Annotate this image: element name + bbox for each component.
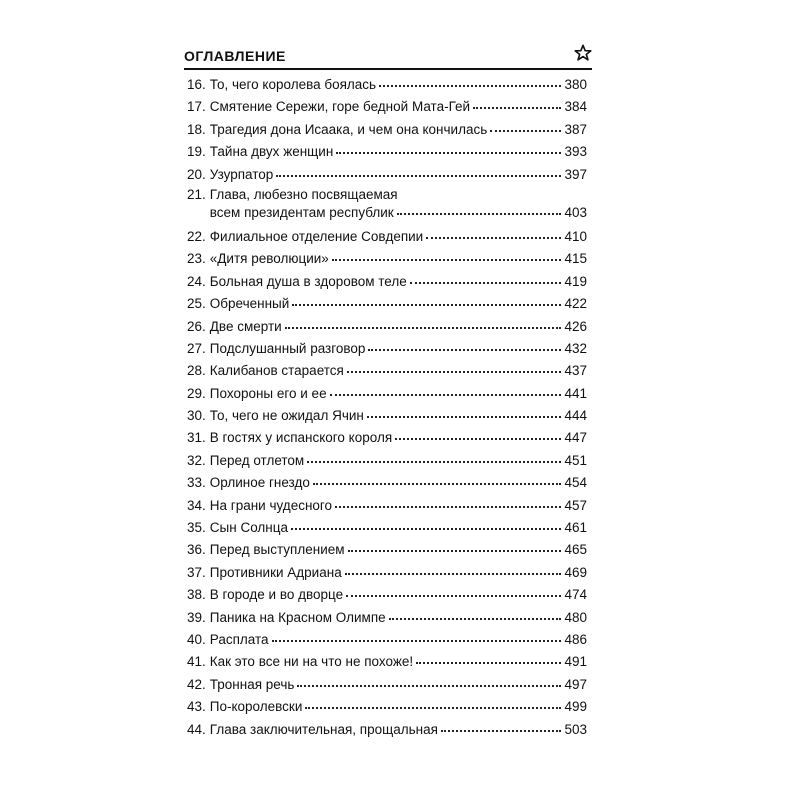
dot-leader [410, 272, 562, 284]
toc-entry[interactable] [187, 186, 587, 226]
chapter-number: 30. [187, 408, 206, 424]
chapter-number: 21. [187, 186, 206, 202]
chapter-title: Подслушанный разговор [209, 340, 366, 356]
chapter-title: Как это все ни на что не похоже! [209, 654, 414, 670]
chapter-number: 28. [187, 363, 206, 379]
toc-entry[interactable] [187, 248, 587, 270]
dot-leader [389, 608, 562, 620]
chapter-title: Противники Адриана [209, 564, 342, 580]
chapter-title: Орлиное гнездо [209, 475, 310, 491]
page-number: 491 [564, 654, 587, 670]
dot-leader [305, 697, 561, 709]
chapter-number: 39. [187, 609, 206, 625]
chapter-number: 24. [187, 273, 206, 289]
chapter-number: 20. [187, 166, 206, 182]
chapter-number: 37. [187, 564, 206, 580]
toc-entry[interactable] [187, 316, 587, 338]
chapter-number: 41. [187, 654, 206, 670]
chapter-number: 19. [187, 144, 206, 160]
toc-entry[interactable] [187, 360, 587, 382]
dot-leader [490, 120, 561, 132]
page-number: 397 [564, 166, 587, 182]
dot-leader [473, 97, 561, 109]
page-number: 387 [564, 121, 587, 137]
dot-leader [272, 630, 562, 642]
toc-entry[interactable] [187, 271, 587, 293]
chapter-number: 42. [187, 676, 206, 692]
chapter-number: 17. [187, 99, 206, 115]
chapter-number: 44. [187, 721, 206, 737]
page-number: 410 [564, 228, 587, 244]
dot-leader [426, 227, 561, 239]
page-number: 474 [564, 587, 587, 603]
table-of-contents [187, 74, 587, 741]
chapter-number: 29. [187, 385, 206, 401]
chapter-title-line-1: Глава, любезно посвящаемая [209, 186, 398, 202]
chapter-title: Похороны его и ее [209, 385, 327, 401]
toc-entry[interactable] [187, 74, 587, 96]
chapter-title: На грани чудесного [209, 497, 333, 513]
dot-leader [297, 675, 561, 687]
page-number: 437 [564, 363, 587, 379]
chapter-title: Больная душа в здоровом теле [209, 273, 407, 289]
chapter-title: В гостях у испанского короля [209, 430, 393, 446]
chapter-number: 26. [187, 318, 206, 334]
chapter-title: Обреченный [209, 296, 290, 312]
toc-entry[interactable] [187, 226, 587, 248]
page-number: 444 [564, 408, 587, 424]
dot-leader [441, 720, 562, 732]
dot-leader [336, 142, 561, 154]
chapter-title: Смятение Сережи, горе бедной Мата-Гей [209, 99, 471, 115]
chapter-number: 32. [187, 452, 206, 468]
dot-leader [330, 384, 562, 396]
dot-leader [367, 406, 562, 418]
chapter-title: Узурпатор [209, 166, 274, 182]
page-number: 419 [564, 273, 587, 289]
dot-leader [345, 563, 562, 575]
toc-entry[interactable] [187, 539, 587, 561]
chapter-number: 16. [187, 77, 206, 92]
page-number: 451 [564, 452, 587, 468]
toc-entry[interactable] [187, 629, 587, 651]
dot-leader [313, 473, 562, 485]
dot-leader [347, 361, 562, 373]
chapter-title: Расплата [209, 631, 269, 647]
chapter-title: Глава заключительная, прощальная [209, 721, 438, 737]
page-number: 415 [564, 251, 587, 267]
dot-leader [285, 317, 562, 329]
chapter-number: 38. [187, 587, 206, 603]
dot-leader [307, 451, 561, 463]
page-number: 499 [564, 699, 587, 715]
page-number: 441 [564, 385, 587, 401]
chapter-title: Филиальное отделение Совдепии [209, 228, 424, 244]
chapter-title: Тронная речь [209, 676, 295, 692]
toc-entry[interactable] [187, 141, 587, 163]
chapter-title: Перед отлетом [209, 452, 305, 468]
chapter-title: Калибанов старается [209, 363, 344, 379]
page-number: 447 [564, 430, 587, 446]
page-number: 503 [564, 721, 587, 737]
toc-entry[interactable] [187, 607, 587, 629]
page-number: 454 [564, 475, 587, 491]
chapter-title: Тайна двух женщин [209, 144, 334, 160]
dot-leader [291, 518, 561, 530]
dot-leader [346, 585, 561, 597]
chapter-title-block [210, 186, 587, 222]
chapter-number: 18. [187, 121, 206, 137]
chapter-number: 33. [187, 475, 206, 491]
chapter-title: То, чего королева боялась [209, 77, 377, 92]
page-header [184, 44, 592, 70]
chapter-number: 31. [187, 430, 206, 446]
chapter-title: Паника на Красном Олимпе [209, 609, 386, 625]
toc-entry[interactable] [187, 517, 587, 539]
page-number: 461 [564, 520, 587, 536]
toc-entry[interactable] [187, 472, 587, 494]
dot-leader [276, 165, 561, 177]
dot-leader [397, 203, 562, 215]
chapter-title: По-королевски [209, 699, 303, 715]
toc-entry[interactable] [187, 450, 587, 472]
toc-entry[interactable] [187, 119, 587, 141]
toc-entry[interactable] [187, 427, 587, 449]
page-number: 403 [564, 204, 587, 220]
chapter-number: 40. [187, 631, 206, 647]
chapter-title: В городе и во дворце [209, 587, 344, 603]
toc-entry[interactable] [187, 674, 587, 696]
toc-entry[interactable] [187, 562, 587, 584]
dot-leader [379, 75, 561, 87]
toc-entry[interactable] [187, 96, 587, 118]
chapter-number: 27. [187, 340, 206, 356]
toc-entry[interactable] [187, 719, 587, 741]
page-number: 432 [564, 340, 587, 356]
chapter-title: «Дитя революции» [209, 251, 329, 267]
chapter-number: 34. [187, 497, 206, 513]
page-number: 393 [564, 144, 587, 160]
chapter-title-line-2: всем президентам республик [209, 204, 394, 220]
page-title: ОГЛАВЛЕНИЕ [184, 48, 286, 64]
toc-entry[interactable] [187, 495, 587, 517]
chapter-number: 35. [187, 520, 206, 536]
chapter-title: Трагедия дона Исаака, и чем она кончилась [209, 121, 488, 137]
dot-leader [292, 294, 561, 306]
star-icon [574, 44, 592, 62]
dot-leader [395, 428, 561, 440]
page-number: 426 [564, 318, 587, 334]
toc-entry[interactable] [187, 405, 587, 427]
chapter-title: Перед выступлением [209, 542, 345, 558]
chapter-title-line-2-row [210, 204, 587, 222]
toc-entry[interactable] [187, 293, 587, 315]
chapter-number: 36. [187, 542, 206, 558]
chapter-title: То, чего не ожидал Ячин [209, 408, 364, 424]
dot-leader [348, 540, 562, 552]
chapter-number: 43. [187, 699, 206, 715]
page-number: 384 [564, 99, 587, 115]
page-number: 465 [564, 542, 587, 558]
toc-entry[interactable] [187, 651, 587, 673]
dot-leader [368, 339, 561, 351]
chapter-title: Две смерти [209, 318, 282, 334]
page-number: 480 [564, 609, 587, 625]
dot-leader [416, 652, 561, 664]
dot-leader [332, 249, 562, 261]
page-number: 486 [564, 631, 587, 647]
chapter-title: Сын Солнца [209, 520, 288, 536]
toc-entry[interactable] [187, 696, 587, 718]
toc-entry[interactable] [187, 338, 587, 360]
toc-entry[interactable] [187, 164, 587, 186]
page-number: 469 [564, 564, 587, 580]
toc-entry[interactable] [187, 383, 587, 405]
chapter-number: 25. [187, 296, 206, 312]
page-number: 422 [564, 296, 587, 312]
page-number: 380 [564, 77, 587, 92]
chapter-number: 23. [187, 251, 206, 267]
chapter-number: 22. [187, 228, 206, 244]
toc-entry[interactable] [187, 584, 587, 606]
page-number: 457 [564, 497, 587, 513]
page-number: 497 [564, 676, 587, 692]
dot-leader [335, 496, 561, 508]
